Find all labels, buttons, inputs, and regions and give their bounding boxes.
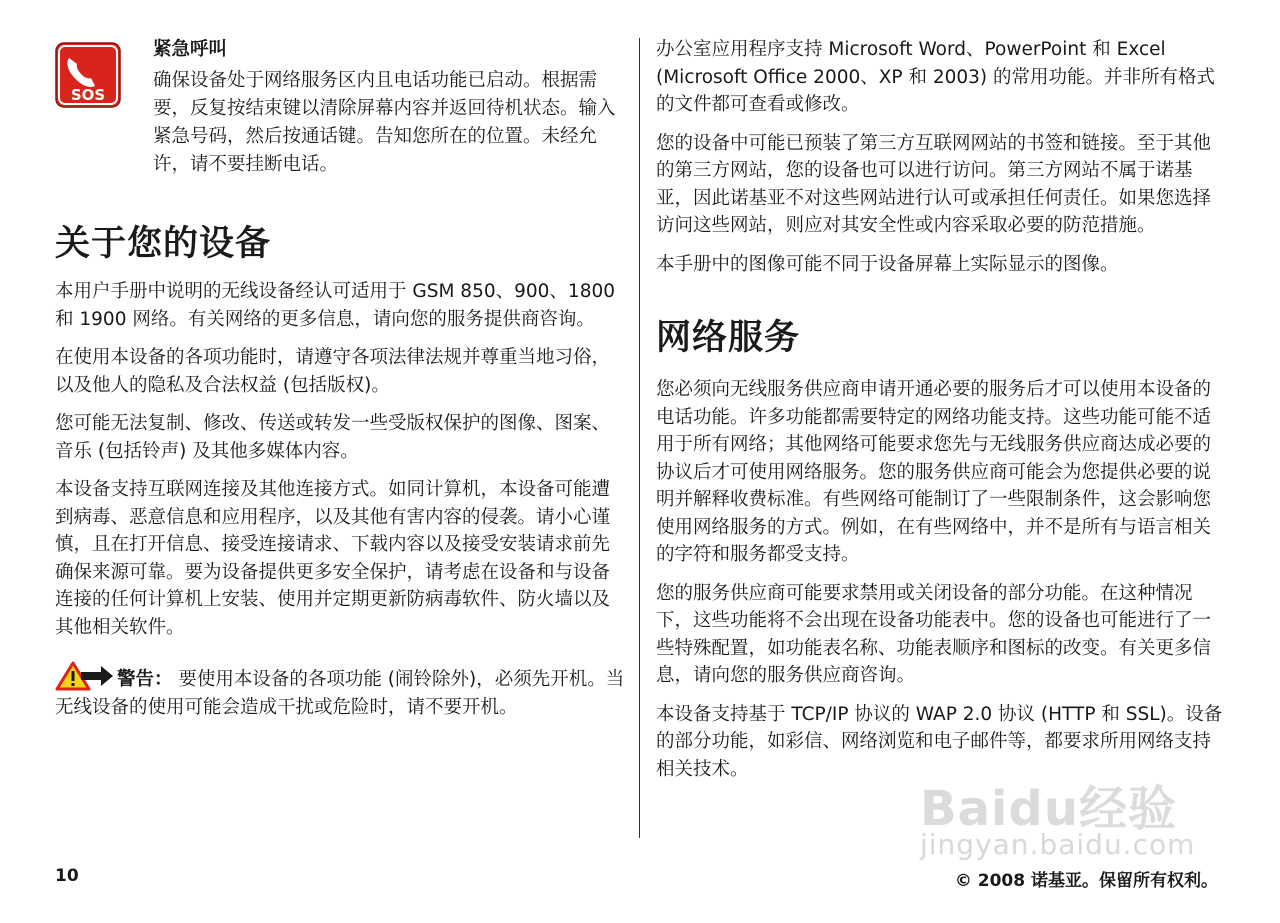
warning-triangle-icon xyxy=(55,661,115,691)
sos-icon-text: SOS xyxy=(70,86,106,104)
paragraph: 在使用本设备的各项功能时，请遵守各项法律法规并尊重当地习俗，以及他人的隐私及合法权益 (包括版权)。 xyxy=(55,347,611,396)
right-column xyxy=(656,36,1224,794)
heading-about-device: 关于您的设备 xyxy=(55,224,272,264)
paragraph: 本设备支持互联网连接及其他连接方式。如同计算机，本设备可能遭到病毒、恶意信息和应用程序，以及其他有害内容的侵袭。请小心谨慎，且在打开信息、接受连接请求、下载内容以及接受安装请求前先确保来源可靠。要为设备提供更多安全保护，请考虑在设备和与设备连接的任何计算机上安装、使用并定期更新防病毒软件、防火墙以及其他相关软件。 xyxy=(55,479,611,638)
page-number: 10 xyxy=(55,866,79,886)
emergency-call-body: 确保设备处于网络服务区内且电话功能已启动。根据需要，反复按结束键以清除屏幕内容并返回待机状态。输入紧急号码，然后按通话键。告知您所在的位置。未经允许，请不要挂断电话。 xyxy=(153,70,616,175)
copyright-notice: © 2008 诺基亚。保留所有权利。 xyxy=(954,871,1218,891)
paragraph: 本手册中的图像可能不同于设备屏幕上实际显示的图像。 xyxy=(656,253,1119,275)
paragraph: 您必须向无线服务供应商申请开通必要的服务后才可以使用本设备的电话功能。许多功能都需要特定的网络功能支持。这些功能可能不适用于所有网络；其他网络可能要求您先与无线服务供应商达成必要的协议后才可使用网络服务。您的服务供应商可能会为您提供必要的说明并解释收费标准。有些网络可能制订了一些限制条件，这会影响您使用网络服务的方式。例如，在有些网络中，并不是所有与语言相关的字符和服务都受支持。 xyxy=(656,379,1212,565)
office-and-web-paragraphs xyxy=(656,36,1224,278)
network-services-paragraphs xyxy=(656,376,1224,783)
emergency-call-text xyxy=(153,36,625,179)
watermark-logo-text: Baidu经验 xyxy=(920,781,1177,837)
warning-note xyxy=(55,661,625,722)
paragraph: 您可能无法复制、修改、传送或转发一些受版权保护的图像、图案、音乐 (包括铃声) 及其他多媒体内容。 xyxy=(55,413,611,462)
sos-phone-icon xyxy=(55,42,121,108)
paragraph: 您的设备中可能已预装了第三方互联网网站的书签和链接。至于其他的第三方网站，您的设备也可以进行访问。第三方网站不属于诺基亚，因此诺基亚不对这些网站进行认可或承担任何责任。如果您选择访问这些网站，则应对其安全性或内容采取必要的防范措施。 xyxy=(656,132,1212,236)
paragraph: 您的服务供应商可能要求禁用或关闭设备的部分功能。在这种情况下，这些功能将不会出现在设备功能表中。您的设备也可能进行了一些特殊配置，如功能表名称、功能表顺序和图标的改变。有关更多信息，请向您的服务供应商咨询。 xyxy=(656,582,1212,686)
paragraph: 本用户手册中说明的无线设备经认可适用于 GSM 850、900、1800 和 1900 网络。有关网络的更多信息，请向您的服务提供商咨询。 xyxy=(55,281,616,330)
warning-text: 要使用本设备的各项功能 (闹铃除外)，必须先开机。当无线设备的使用可能会造成干扰或危险时，请不要开机。 xyxy=(55,669,625,718)
emergency-call-section xyxy=(55,36,625,186)
about-device-paragraphs xyxy=(55,278,625,641)
paragraph: 办公室应用程序支持 Microsoft Word、PowerPoint 和 Excel (Microsoft Office 2000、XP 和 2003) 的常用功能。并非所有格式的文件都可查看或修改。 xyxy=(656,39,1216,115)
watermark-url: jingyan.baidu.com xyxy=(920,828,1196,861)
warning-label: 警告： xyxy=(117,669,173,690)
left-column xyxy=(55,36,625,722)
paragraph: 本设备支持基于 TCP/IP 协议的 WAP 2.0 协议 (HTTP 和 SSL)。设备的部分功能，如彩信、网络浏览和电子邮件等，都要求所用网络支持相关技术。 xyxy=(656,703,1223,780)
emergency-call-title: 紧急呼叫 xyxy=(153,39,228,60)
column-divider xyxy=(639,38,640,838)
heading-network-services: 网络服务 xyxy=(656,318,801,358)
